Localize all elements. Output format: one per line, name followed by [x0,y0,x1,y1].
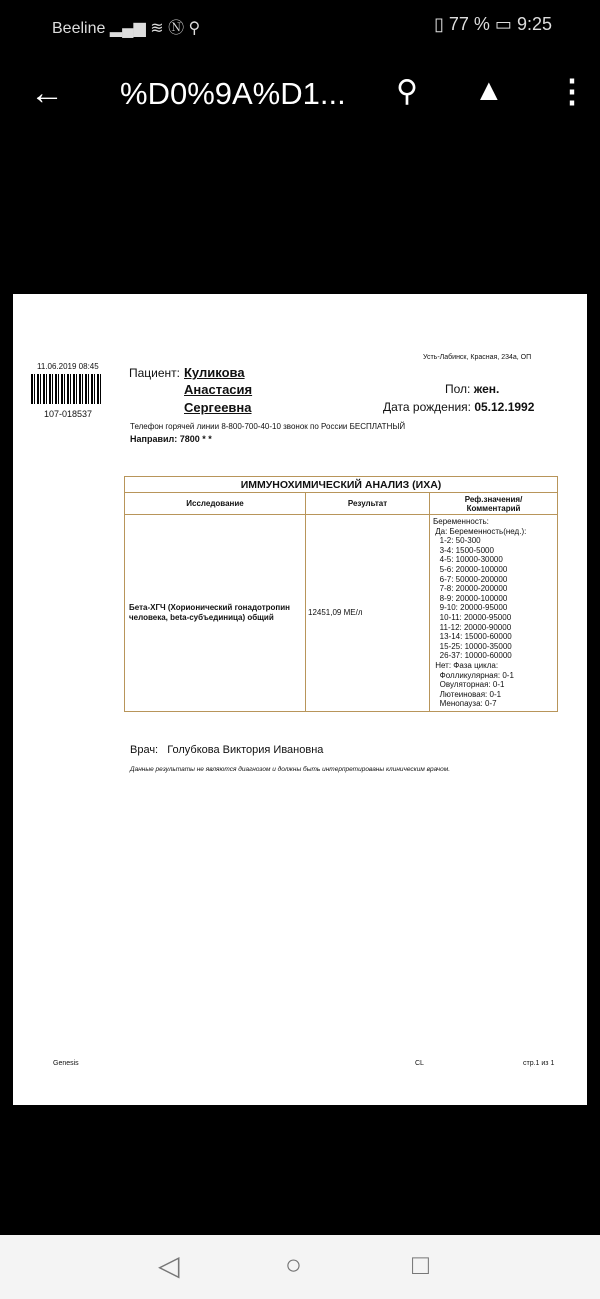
signal-wifi-nfc-icons: ▂▄▆ ≋ Ⓝ ⚲ [109,20,201,37]
ref-line: Лютеиновая: 0-1 [433,689,502,699]
doctor-label: Врач: [130,744,159,756]
page-number: стр.1 из 1 [523,1060,555,1067]
results-table [124,476,558,712]
col-header-ref: Реф.значения/ Комментарий [430,493,558,515]
carrier: Beeline [52,20,106,37]
ref-line: Да: Беременность(нед.): [433,526,527,536]
drive-add-icon[interactable]: ▲ [474,74,504,107]
ref-line: 4-5: 10000-30000 [433,555,503,565]
document-page [13,294,587,1105]
col-header-result: Результат [306,493,430,515]
ref-line: 10-11: 20000-95000 [433,612,512,622]
ref-line: 13-14: 15000-60000 [433,632,512,642]
table-row [125,515,558,712]
sex-value: жен. [473,382,500,396]
more-options-icon[interactable]: ⋮ [556,73,588,109]
datetime: 11.06.2019 08:45 [37,362,99,371]
footer-left: Genesis [53,1060,79,1067]
app-bar [0,60,600,130]
test-result: 12451,09 МЕ/л [306,515,430,712]
document-title: %D0%9A%D1... [120,76,346,111]
ref-line: 26-37: 10000-60000 [433,651,512,661]
table-title: ИММУНОХИМИЧЕСКИЙ АНАЛИЗ (ИХА) [125,477,558,493]
patient-label: Пациент: [129,366,181,380]
doctor-name: Голубкова Виктория Ивановна [167,744,324,756]
ref-line: 5-6: 20000-100000 [433,564,508,574]
back-arrow-icon[interactable]: ← [30,74,64,112]
nav-recents-icon[interactable]: □ [412,1249,429,1280]
ref-line: 8-9: 20000-100000 [433,593,508,603]
ref-line: Беременность: [433,517,489,526]
ref-line: Фолликулярная: 0-1 [433,670,514,680]
nav-back-icon[interactable]: ◁ [158,1250,180,1281]
ref-line: 11-12: 20000-90000 [433,622,512,632]
ref-line: 9-10: 20000-95000 [433,603,508,613]
system-nav-bar [0,1235,600,1299]
col-header-test: Исследование [125,493,306,515]
battery-icon: ▭ [494,14,512,34]
disclaimer: Данные результаты не являются диагнозом и должны быть интерпретированы клиническим врачом. [130,766,451,773]
ref-line: Нет: Фаза цикла: [433,660,499,670]
nav-home-icon[interactable]: ○ [285,1249,302,1280]
address: Усть-Лабинск, Красная, 234а, ОП [423,354,532,361]
sex-label: Пол: [445,382,471,396]
footer-center: CL [415,1060,424,1067]
clock: 9:25 [516,14,552,34]
patient-patronymic: Сергеевна [184,400,252,415]
dob-value: 05.12.1992 [474,400,535,414]
battery-percent: 77 % [448,14,490,34]
ref-line: 3-4: 1500-5000 [433,545,494,555]
vibrate-icon: ▯ [433,14,444,34]
ref-line: Менопауза: 0-7 [433,699,497,709]
ref-line: 6-7: 50000-200000 [433,574,508,584]
ref-line: Овуляторная: 0-1 [433,680,505,690]
reference-values [430,515,558,712]
status-bar [0,0,600,50]
ref-line: 7-8: 20000-200000 [433,584,508,594]
patient-surname: Куликова [184,365,245,380]
test-name: Бета-ХГЧ (Хорионический гонадотропин человека, beta-субъединица) общий [125,515,306,712]
hotline: Телефон горячей линии 8-800-700-40-10 звонок по России БЕСПЛАТНЫЙ [130,422,406,431]
search-icon[interactable]: ⚲ [396,75,418,108]
patient-first-name: Анастасия [184,382,253,397]
ref-line: 15-25: 10000-35000 [433,641,512,651]
barcode-id: 107-018537 [44,409,93,419]
referred-by: Направил: 7800 * * [130,434,212,444]
dob-label: Дата рождения: [383,400,471,414]
barcode [31,374,101,404]
ref-line: 1-2: 50-300 [433,536,481,546]
